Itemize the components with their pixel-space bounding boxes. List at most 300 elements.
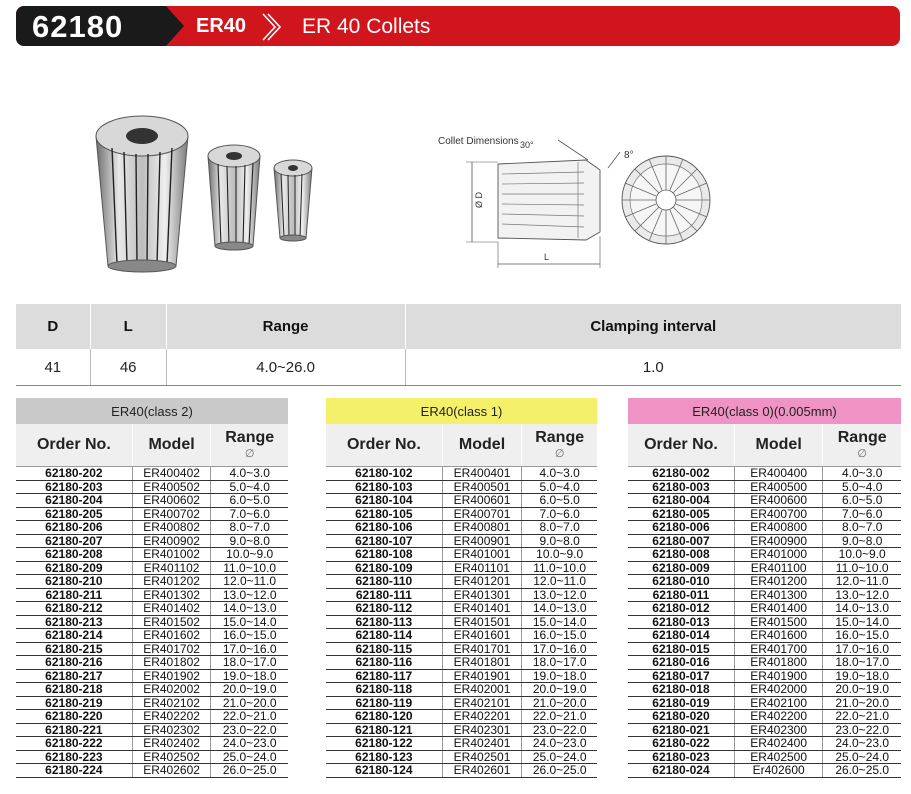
range-cell: 11.0~10.0	[211, 561, 288, 575]
range-cell: 25.0~24.0	[211, 750, 288, 764]
model-cell: ER400801	[442, 521, 522, 535]
table-row	[326, 629, 597, 643]
value-range: 4.0~26.0	[166, 349, 405, 386]
range-cell: 5.0~4.0	[823, 480, 901, 494]
table-row	[16, 656, 288, 670]
range-cell: 15.0~14.0	[522, 615, 597, 629]
order-number-cell: 62180-120	[326, 710, 442, 724]
order-number-cell: 62180-022	[628, 737, 734, 751]
order-number-cell: 62180-116	[326, 656, 442, 670]
order-number-cell: 62180-205	[16, 507, 132, 521]
model-cell: ER402100	[734, 696, 822, 710]
model-cell: ER401100	[734, 561, 822, 575]
model-cell: ER402102	[132, 696, 211, 710]
table-row	[326, 723, 597, 737]
diameter-symbol-icon: ∅	[554, 448, 565, 460]
column-header-range	[211, 424, 288, 467]
model-cell: ER400500	[734, 480, 822, 494]
range-cell: 8.0~7.0	[823, 521, 901, 535]
range-cell: 14.0~13.0	[522, 602, 597, 616]
model-cell: ER401200	[734, 575, 822, 589]
model-cell: ER401602	[132, 629, 211, 643]
order-number-cell: 62180-005	[628, 507, 734, 521]
table-row	[16, 764, 288, 778]
table-row	[326, 710, 597, 724]
dimension-table	[16, 304, 901, 386]
table-row	[326, 575, 597, 589]
model-cell: ER401600	[734, 629, 822, 643]
order-number-cell: 62180-108	[326, 548, 442, 562]
order-number-cell: 62180-218	[16, 683, 132, 697]
column-header-model: Model	[734, 424, 822, 467]
table-row	[16, 467, 288, 481]
table-row	[16, 696, 288, 710]
range-cell: 10.0~9.0	[823, 548, 901, 562]
order-number-cell: 62180-122	[326, 737, 442, 751]
model-cell: ER402101	[442, 696, 522, 710]
order-number-cell: 62180-223	[16, 750, 132, 764]
table-row	[628, 588, 901, 602]
model-cell: Er402600	[734, 764, 822, 778]
range-cell: 21.0~20.0	[211, 696, 288, 710]
order-number-cell: 62180-221	[16, 723, 132, 737]
table-caption: ER40(class 0)(0.005mm)	[628, 398, 901, 424]
range-cell: 19.0~18.0	[823, 669, 901, 683]
order-number-cell: 62180-008	[628, 548, 734, 562]
range-cell: 10.0~9.0	[522, 548, 597, 562]
range-cell: 26.0~25.0	[823, 764, 901, 778]
column-header-model: Model	[442, 424, 522, 467]
order-number-cell: 62180-019	[628, 696, 734, 710]
class-2-table	[16, 398, 288, 778]
range-cell: 21.0~20.0	[823, 696, 901, 710]
order-number-cell: 62180-117	[326, 669, 442, 683]
table-row	[16, 615, 288, 629]
order-number-cell: 62180-110	[326, 575, 442, 589]
range-cell: 11.0~10.0	[522, 561, 597, 575]
value-l: 46	[90, 349, 166, 386]
model-cell: ER401902	[132, 669, 211, 683]
model-cell: ER400601	[442, 494, 522, 508]
table-row	[628, 764, 901, 778]
table-row	[16, 723, 288, 737]
table-row	[326, 534, 597, 548]
order-number-cell: 62180-011	[628, 588, 734, 602]
class-0-table	[628, 398, 901, 778]
model-cell: ER400901	[442, 534, 522, 548]
order-number-cell: 62180-003	[628, 480, 734, 494]
order-number-cell: 62180-111	[326, 588, 442, 602]
order-number-cell: 62180-210	[16, 575, 132, 589]
table-row	[326, 750, 597, 764]
model-cell: ER401700	[734, 642, 822, 656]
range-cell: 9.0~8.0	[522, 534, 597, 548]
model-cell: ER402002	[132, 683, 211, 697]
table-row	[628, 534, 901, 548]
table-row	[16, 629, 288, 643]
table-row	[628, 656, 901, 670]
range-cell: 22.0~21.0	[522, 710, 597, 724]
order-number-cell: 62180-215	[16, 642, 132, 656]
table-row	[628, 480, 901, 494]
model-cell: ER401201	[442, 575, 522, 589]
column-header-order-no: Order No.	[628, 424, 734, 467]
column-header-order-no: Order No.	[326, 424, 442, 467]
range-cell: 20.0~19.0	[522, 683, 597, 697]
table-caption-row	[326, 398, 597, 424]
range-cell: 24.0~23.0	[823, 737, 901, 751]
order-number-cell: 62180-222	[16, 737, 132, 751]
collet-dimension-diagram	[438, 132, 728, 272]
diameter-label: Ø D	[474, 191, 484, 208]
order-number-cell: 62180-113	[326, 615, 442, 629]
order-number-cell: 62180-013	[628, 615, 734, 629]
model-cell: ER401900	[734, 669, 822, 683]
order-number-cell: 62180-118	[326, 683, 442, 697]
range-cell: 23.0~22.0	[211, 723, 288, 737]
model-cell: ER401001	[442, 548, 522, 562]
range-cell: 18.0~17.0	[211, 656, 288, 670]
range-cell: 6.0~5.0	[823, 494, 901, 508]
model-cell: ER400902	[132, 534, 211, 548]
model-cell: ER401702	[132, 642, 211, 656]
model-cell: ER402402	[132, 737, 211, 751]
collet-end-view	[622, 156, 710, 244]
large-collet	[96, 116, 188, 272]
table-row	[628, 467, 901, 481]
range-cell: 14.0~13.0	[823, 602, 901, 616]
order-number-cell: 62180-023	[628, 750, 734, 764]
table-row	[326, 696, 597, 710]
range-cell: 7.0~6.0	[522, 507, 597, 521]
length-label: L	[544, 252, 550, 262]
order-number-cell: 62180-004	[628, 494, 734, 508]
value-clamping-interval: 1.0	[405, 349, 901, 386]
range-cell: 5.0~4.0	[211, 480, 288, 494]
range-cell: 9.0~8.0	[211, 534, 288, 548]
table-row	[16, 669, 288, 683]
model-cell: ER401500	[734, 615, 822, 629]
order-number-cell: 62180-018	[628, 683, 734, 697]
dimension-drawing	[438, 132, 728, 272]
model-cell: ER402400	[734, 737, 822, 751]
table-row	[16, 494, 288, 508]
range-cell: 5.0~4.0	[522, 480, 597, 494]
range-cell: 7.0~6.0	[211, 507, 288, 521]
table-caption-row	[628, 398, 901, 424]
table-caption: ER40(class 1)	[326, 398, 597, 424]
range-cell: 22.0~21.0	[823, 710, 901, 724]
table-row	[628, 723, 901, 737]
range-cell: 24.0~23.0	[522, 737, 597, 751]
order-number-cell: 62180-212	[16, 602, 132, 616]
model-cell: ER400401	[442, 467, 522, 481]
order-number-cell: 62180-219	[16, 696, 132, 710]
model-cell: ER401801	[442, 656, 522, 670]
model-cell: ER402201	[442, 710, 522, 724]
model-cell: ER401302	[132, 588, 211, 602]
small-collet	[274, 160, 312, 241]
model-cell: ER401502	[132, 615, 211, 629]
range-cell: 26.0~25.0	[211, 764, 288, 778]
table-row	[628, 669, 901, 683]
range-cell: 4.0~3.0	[211, 467, 288, 481]
model-cell: ER400701	[442, 507, 522, 521]
order-number-cell: 62180-020	[628, 710, 734, 724]
order-number-cell: 62180-207	[16, 534, 132, 548]
table-row	[16, 534, 288, 548]
table-row	[326, 602, 597, 616]
table-row	[16, 710, 288, 724]
order-number-cell: 62180-024	[628, 764, 734, 778]
range-cell: 16.0~15.0	[211, 629, 288, 643]
range-cell: 17.0~16.0	[211, 642, 288, 656]
model-cell: ER400501	[442, 480, 522, 494]
model-cell: ER401102	[132, 561, 211, 575]
table-row	[16, 561, 288, 575]
order-number-cell: 62180-109	[326, 561, 442, 575]
table-row	[628, 696, 901, 710]
range-cell: 17.0~16.0	[522, 642, 597, 656]
range-cell: 13.0~12.0	[823, 588, 901, 602]
order-number-cell: 62180-203	[16, 480, 132, 494]
model-cell: ER402502	[132, 750, 211, 764]
page-title: ER 40 Collets	[302, 15, 431, 38]
model-cell: ER402602	[132, 764, 211, 778]
page-header	[16, 6, 900, 46]
table-row	[628, 750, 901, 764]
product-code: 62180	[32, 9, 124, 44]
range-cell: 6.0~5.0	[522, 494, 597, 508]
medium-collet	[208, 145, 260, 250]
range-cell: 9.0~8.0	[823, 534, 901, 548]
table-row	[326, 588, 597, 602]
range-cell: 19.0~18.0	[522, 669, 597, 683]
model-cell: ER401802	[132, 656, 211, 670]
range-cell: 7.0~6.0	[823, 507, 901, 521]
order-number-cell: 62180-002	[628, 467, 734, 481]
model-cell: ER401402	[132, 602, 211, 616]
table-row	[16, 750, 288, 764]
range-cell: 15.0~14.0	[211, 615, 288, 629]
order-number-cell: 62180-112	[326, 602, 442, 616]
diameter-symbol-icon: ∅	[244, 448, 255, 460]
table-row	[628, 710, 901, 724]
header-l: L	[90, 304, 166, 349]
chevron-right-icon	[260, 12, 282, 42]
range-cell: 8.0~7.0	[522, 521, 597, 535]
order-number-cell: 62180-220	[16, 710, 132, 724]
value-d: 41	[16, 349, 90, 386]
model-cell: ER401501	[442, 615, 522, 629]
order-number-cell: 62180-206	[16, 521, 132, 535]
range-cell: 12.0~11.0	[522, 575, 597, 589]
range-cell: 19.0~18.0	[211, 669, 288, 683]
order-number-cell: 62180-016	[628, 656, 734, 670]
table-row	[628, 521, 901, 535]
model-cell: ER400800	[734, 521, 822, 535]
model-cell: ER402301	[442, 723, 522, 737]
table-row	[326, 764, 597, 778]
diameter-symbol-icon: ∅	[857, 448, 867, 460]
column-header-range	[823, 424, 901, 467]
range-cell: 16.0~15.0	[522, 629, 597, 643]
table-row	[628, 575, 901, 589]
order-number-cell: 62180-103	[326, 480, 442, 494]
header-d: D	[16, 304, 90, 349]
table-row	[326, 737, 597, 751]
column-header-row	[326, 424, 597, 467]
model-cell: ER400900	[734, 534, 822, 548]
range-cell: 26.0~25.0	[522, 764, 597, 778]
order-number-cell: 62180-006	[628, 521, 734, 535]
order-number-cell: 62180-121	[326, 723, 442, 737]
column-header-model: Model	[132, 424, 211, 467]
table-row	[16, 683, 288, 697]
product-code-arrow	[166, 6, 184, 46]
range-cell: 12.0~11.0	[823, 575, 901, 589]
model-cell: ER401901	[442, 669, 522, 683]
table-row	[326, 561, 597, 575]
table-row	[628, 683, 901, 697]
order-number-cell: 62180-224	[16, 764, 132, 778]
table-row	[326, 642, 597, 656]
range-cell: 17.0~16.0	[823, 642, 901, 656]
model-cell: ER402000	[734, 683, 822, 697]
model-cell: ER401401	[442, 602, 522, 616]
table-row	[628, 602, 901, 616]
model-cell: ER401800	[734, 656, 822, 670]
range-cell: 4.0~3.0	[823, 467, 901, 481]
table-row	[628, 615, 901, 629]
model-cell: ER400400	[734, 467, 822, 481]
range-cell: 23.0~22.0	[823, 723, 901, 737]
range-cell: 23.0~22.0	[522, 723, 597, 737]
table-row	[326, 494, 597, 508]
range-cell: 20.0~19.0	[823, 683, 901, 697]
range-cell: 20.0~19.0	[211, 683, 288, 697]
range-cell: 13.0~12.0	[522, 588, 597, 602]
header-range: Range	[166, 304, 405, 349]
column-header-range	[522, 424, 597, 467]
order-number-cell: 62180-102	[326, 467, 442, 481]
table-row	[16, 588, 288, 602]
table-row	[326, 507, 597, 521]
order-number-cell: 62180-015	[628, 642, 734, 656]
model-cell: ER400402	[132, 467, 211, 481]
order-number-cell: 62180-211	[16, 588, 132, 602]
order-number-cell: 62180-124	[326, 764, 442, 778]
diagram-caption: Collet Dimensions	[438, 136, 519, 147]
order-number-cell: 62180-014	[628, 629, 734, 643]
table-row	[326, 480, 597, 494]
table-row	[16, 737, 288, 751]
order-number-cell: 62180-007	[628, 534, 734, 548]
model-cell: ER402200	[734, 710, 822, 724]
table-row	[326, 467, 597, 481]
model-cell: ER402601	[442, 764, 522, 778]
table-row	[326, 521, 597, 535]
collet-product-image	[90, 96, 320, 276]
class-1-table	[326, 398, 597, 778]
dimension-value-row	[16, 349, 901, 386]
table-row	[628, 642, 901, 656]
range-cell: 18.0~17.0	[522, 656, 597, 670]
order-number-cell: 62180-202	[16, 467, 132, 481]
model-cell: ER402202	[132, 710, 211, 724]
column-header-row	[628, 424, 901, 467]
table-row	[16, 548, 288, 562]
table-row	[16, 602, 288, 616]
model-cell: ER402500	[734, 750, 822, 764]
range-cell: 24.0~23.0	[211, 737, 288, 751]
model-cell: ER401301	[442, 588, 522, 602]
column-header-order-no: Order No.	[16, 424, 132, 467]
range-cell: 8.0~7.0	[211, 521, 288, 535]
table-row	[326, 548, 597, 562]
order-number-cell: 62180-209	[16, 561, 132, 575]
table-row	[628, 494, 901, 508]
range-cell: 10.0~9.0	[211, 548, 288, 562]
order-number-cell: 62180-010	[628, 575, 734, 589]
header-clamping-interval: Clamping interval	[405, 304, 901, 349]
order-number-cell: 62180-105	[326, 507, 442, 521]
order-number-cell: 62180-204	[16, 494, 132, 508]
table-row	[16, 575, 288, 589]
table-row	[326, 669, 597, 683]
order-number-cell: 62180-107	[326, 534, 442, 548]
table-row	[628, 507, 901, 521]
order-number-cell: 62180-104	[326, 494, 442, 508]
order-number-cell: 62180-214	[16, 629, 132, 643]
order-number-cell: 62180-106	[326, 521, 442, 535]
range-cell: 25.0~24.0	[823, 750, 901, 764]
order-number-cell: 62180-114	[326, 629, 442, 643]
model-cell: ER400600	[734, 494, 822, 508]
model-cell: ER400602	[132, 494, 211, 508]
range-cell: 14.0~13.0	[211, 602, 288, 616]
range-cell: 22.0~21.0	[211, 710, 288, 724]
model-cell: ER401601	[442, 629, 522, 643]
range-cell: 18.0~17.0	[823, 656, 901, 670]
model-cell: ER401202	[132, 575, 211, 589]
order-number-cell: 62180-009	[628, 561, 734, 575]
table-row	[326, 615, 597, 629]
model-cell: ER401000	[734, 548, 822, 562]
model-cell: ER402001	[442, 683, 522, 697]
column-header-range-label: Range	[225, 429, 275, 446]
model-cell: ER401101	[442, 561, 522, 575]
range-cell: 21.0~20.0	[522, 696, 597, 710]
angle-8-label: 8°	[624, 150, 634, 161]
series-label: ER40	[196, 15, 247, 37]
order-number-cell: 62180-217	[16, 669, 132, 683]
order-number-cell: 62180-216	[16, 656, 132, 670]
range-cell: 15.0~14.0	[823, 615, 901, 629]
order-number-cell: 62180-017	[628, 669, 734, 683]
order-number-cell: 62180-012	[628, 602, 734, 616]
table-row	[628, 561, 901, 575]
column-header-range-label: Range	[535, 429, 585, 446]
model-cell: ER401400	[734, 602, 822, 616]
table-row	[16, 521, 288, 535]
model-cell: ER400802	[132, 521, 211, 535]
model-cell: ER402401	[442, 737, 522, 751]
model-cell: ER401701	[442, 642, 522, 656]
table-row	[628, 629, 901, 643]
table-row	[326, 683, 597, 697]
model-cell: ER401300	[734, 588, 822, 602]
